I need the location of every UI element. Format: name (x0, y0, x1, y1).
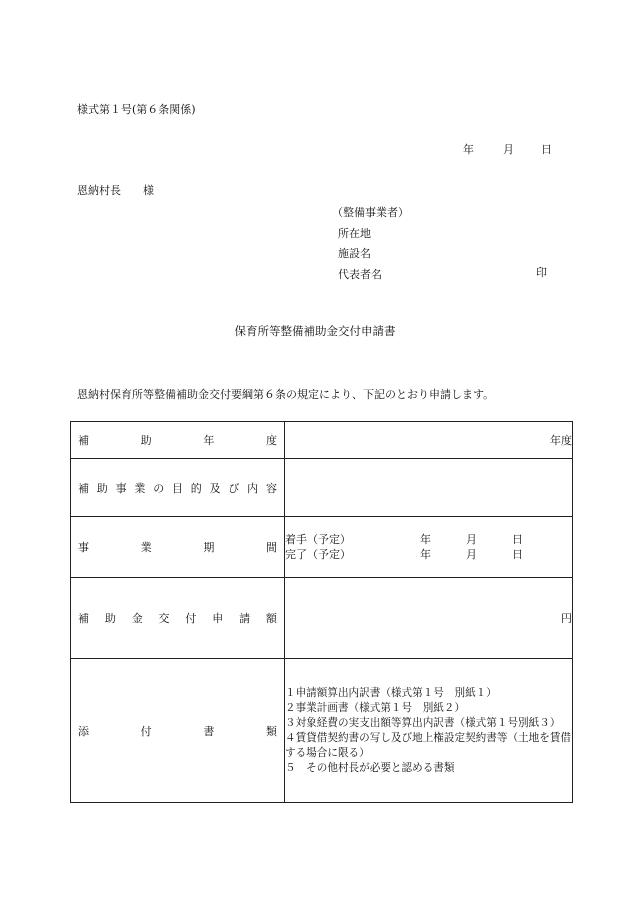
intro-text: 恩納村保育所等整備補助金交付要綱第６条の規定により、下記のとおり申請します。 (77, 388, 495, 401)
table-row (71, 578, 573, 659)
label-attachments: 添 付 書 類 (71, 659, 285, 803)
addressee: 恩納村長 様 (77, 184, 154, 197)
date-month: 月 (503, 143, 514, 156)
attachments-list (285, 659, 573, 803)
applicant-block (332, 203, 409, 285)
period-start: 着手（予定） 年 月 日 (285, 533, 523, 546)
value-purpose (285, 459, 573, 517)
form-number: 様式第１号(第６条関係) (77, 103, 196, 116)
value-subsidy-year: 年度 (285, 422, 573, 459)
list-item: １申請額算出内訳書（様式第１号 別紙１） (285, 686, 497, 699)
representative-label: 代表者名 (338, 267, 382, 281)
table-row (71, 659, 573, 803)
list-item: ３対象経費の実支出額等算出内訳書（様式第１号別紙３） (285, 716, 561, 729)
value-period (285, 517, 573, 578)
table-row (71, 517, 573, 578)
period-end: 完了（予定） 年 月 日 (285, 548, 523, 561)
date-day: 日 (541, 143, 552, 156)
address-label: 所在地 (338, 226, 371, 240)
list-item: ２事業計画書（様式第１号 別紙２） (285, 701, 466, 714)
facility-label: 施設名 (338, 247, 371, 260)
table-row (71, 422, 573, 459)
application-table (70, 421, 573, 803)
label-purpose: 補 助 事 業 の 目 的 及 び 内 容 (71, 459, 285, 517)
date-line (463, 141, 552, 157)
seal-mark: 印 (536, 266, 547, 279)
table-row (71, 459, 573, 517)
list-item: ４賃貸借契約書の写し及び地上権設定契約書等（土地を賃借する場合に限る） (285, 731, 572, 759)
label-period: 事 業 期 間 (71, 517, 285, 578)
applicant-header: （整備事業者） (332, 206, 409, 219)
list-item: ５ その他村長が必要と認める書類 (285, 761, 455, 774)
document-title: 保育所等整備補助金交付申請書 (234, 324, 396, 338)
label-subsidy-year: 補 助 年 度 (71, 422, 285, 459)
value-amount: 円 (285, 578, 573, 659)
label-amount: 補 助 金 交 付 申 請 額 (71, 578, 285, 659)
date-year: 年 (463, 143, 474, 156)
